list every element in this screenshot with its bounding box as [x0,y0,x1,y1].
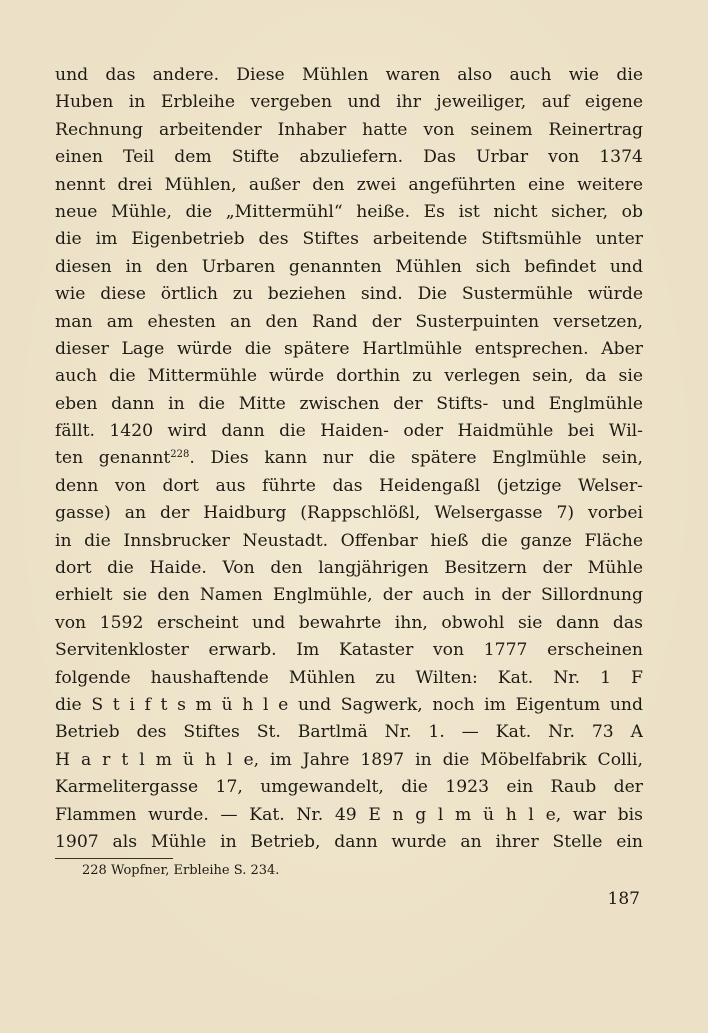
text-line: nennt drei Mühlen, außer den zwei angeführten eine weitere [55,174,643,195]
text-line: dort die Haide. Von den langjährigen Besitzern der Mühle [55,558,643,579]
text-line: Karmelitergasse 17, umgewandelt, die 1923 ein Raub der [55,777,643,798]
text-line: folgende haushaftende Mühlen zu Wilten: Kat. Nr. 1 F [55,667,643,688]
text-line: fällt. 1420 wird dann die Haiden- oder Haidmühle bei Wil- [55,421,643,442]
text-line: Huben in Erbleihe vergeben und ihr jeweiliger, auf eigene [55,92,643,113]
text-line: man am ehesten an den Rand der Susterpuinten versetzen, [55,311,643,332]
footnote [82,861,279,881]
footnote-reference: 228 [170,449,190,461]
page-number: 187 [607,889,640,909]
text-line: auch die Mittermühle würde dorthin zu verlegen sein, da sie [55,366,643,387]
text-line-tail: . Dies kann nur die spätere Englmühle sein, [189,448,643,469]
text-line: die im Eigenbetrieb des Stiftes arbeitende Stiftsmühle unter [55,229,643,250]
text-line: neue Mühle, die „Mittermühl“ heiße. Es ist nicht sicher, ob [55,201,643,222]
text-line: eben dann in die Mitte zwischen der Stifts- und Englmühle [55,393,643,414]
text-line: dieser Lage würde die spätere Hartlmühle entsprechen. Aber [55,338,643,359]
text-line: Servitenkloster erwarb. Im Kataster von 1777 erscheinen [55,640,643,661]
text-line: von 1592 erscheint und bewahrte ihn, obwohl sie dann das [55,612,643,633]
text-line: denn von dort aus führte das Heidengaßl (jetzige Welser- [55,475,643,496]
body-text [55,62,643,856]
text-line: und das andere. Diese Mühlen waren also auch wie die [55,65,643,85]
footnote-text: Wopfner, Erbleihe S. 234. [110,863,280,878]
text-line: gasse) an der Haidburg (Rappschlößl, Welsergasse 7) vorbei [55,503,643,524]
text-line: Betrieb des Stiftes St. Bartlmä Nr. 1. — Kat. Nr. 73 A [55,722,643,743]
text-line: in die Innsbrucker Neustadt. Offenbar hieß die ganze Fläche [55,530,643,551]
footnote-divider [55,858,173,859]
text-line: erhielt sie den Namen Englmühle, der auch in der Sillordnung [55,585,643,606]
text-line: Rechnung arbeitender Inhaber hatte von seinem Reinertrag [55,119,643,140]
text-line: wie diese örtlich zu beziehen sind. Die Sustermühle würde [55,284,643,305]
footnote-number: 228 [82,863,107,878]
text-line: diesen in den Urbaren genannten Mühlen sich befindet und [55,256,643,277]
text-line: einen Teil dem Stifte abzuliefern. Das Urbar von 1374 [55,147,643,168]
text-line: Flammen wurde. — Kat. Nr. 49 E n g l m ü h l e, war bis [55,804,643,825]
text-line-with-footnote-ref [55,445,643,472]
text-line: H a r t l m ü h l e, im Jahre 1897 in die Möbelfabrik Colli, [55,749,643,770]
text-line-head: ten genannt [55,448,171,469]
text-line: 1907 als Mühle in Betrieb, dann wurde an ihrer Stelle ein [55,831,643,852]
text-line: die S t i f t s m ü h l e und Sagwerk, noch im Eigentum und [55,694,643,715]
